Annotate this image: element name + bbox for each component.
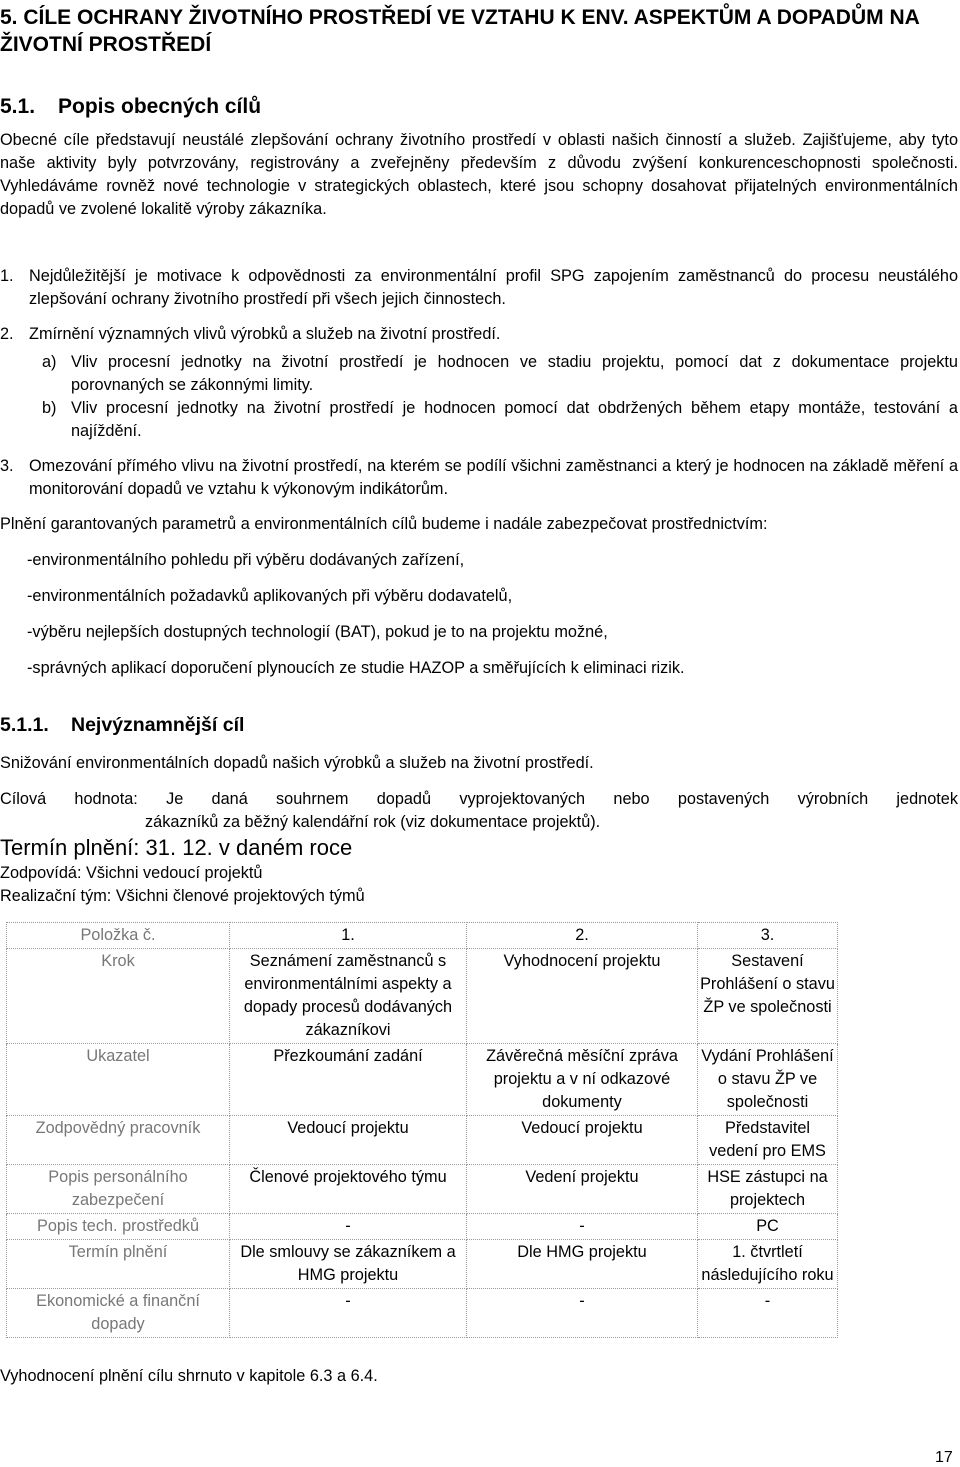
table-cell: 1.	[230, 923, 467, 949]
list-text: Nejdůležitější je motivace k odpovědnosti za environmentální profil SPG zapojením zaměstnanců do procesu neustálého zlepšování ochrany životního prostředí při všech jejich činnostech.	[29, 267, 958, 308]
table-cell: Zodpovědný pracovník	[7, 1116, 230, 1165]
table-cell: -	[230, 1289, 467, 1338]
table-cell: Dle smlouvy se zákazníkem a HMG projektu	[230, 1240, 467, 1289]
bullet-item: -environmentálních požadavků aplikovaných při výběru dodavatelů,	[27, 587, 513, 605]
list-number: 3.	[0, 457, 14, 475]
section-heading	[0, 95, 261, 119]
table-cell: Položka č.	[7, 923, 230, 949]
team: Realizační tým: Všichni členové projektových týmů	[0, 887, 365, 905]
table-cell: Vyhodnocení projektu	[467, 949, 698, 1044]
section-title: Popis obecných cílů	[58, 95, 262, 118]
table-cell: PC	[698, 1214, 838, 1240]
table-cell: Přezkoumání zadání	[230, 1044, 467, 1116]
bullet-item: -správných aplikací doporučení plynoucích ze studie HAZOP a směřujících k eliminaci rizik.	[27, 659, 685, 677]
target-value-line2: zákazníků za běžný kalendářní rok (viz dokumentace projektů).	[145, 813, 601, 831]
table-cell: Závěrečná měsíční zpráva projektu a v ní odkazové dokumenty	[467, 1044, 698, 1116]
table-cell: 1. čtvrtletí následujícího roku	[698, 1240, 838, 1289]
deadline: Termín plnění: 31. 12. v daném roce	[0, 835, 353, 860]
table-cell: Sestavení Prohlášení o stavu ŽP ve společnosti	[698, 949, 838, 1044]
page-number: 17	[935, 1449, 953, 1466]
goal-text: Snižování environmentálních dopadů našich výrobků a služeb na životní prostředí.	[0, 754, 594, 772]
subsection-title: Nejvýznamnější cíl	[71, 714, 245, 736]
table-row	[7, 1214, 838, 1240]
table-cell: Krok	[7, 949, 230, 1044]
table-row	[7, 1240, 838, 1289]
table-cell: -	[467, 1289, 698, 1338]
table-cell: 2.	[467, 923, 698, 949]
sub-item	[42, 351, 958, 397]
table-row	[7, 949, 838, 1044]
table-cell: -	[230, 1214, 467, 1240]
bullet-item: -environmentálního pohledu při výběru dodávaných zařízení,	[27, 551, 465, 569]
goals-list	[0, 265, 958, 501]
table-cell: Ukazatel	[7, 1044, 230, 1116]
table-cell: Vedoucí projektu	[467, 1116, 698, 1165]
list-item	[0, 265, 958, 311]
table-row	[7, 1165, 838, 1214]
sub-label: a)	[42, 353, 57, 371]
target-value-line1: Cílová hodnota: Je daná souhrnem dopadů vyprojektovaných nebo postavených výrobních jednotek	[0, 790, 958, 808]
table-cell: Popis personálního zabezpečení	[7, 1165, 230, 1214]
list-text: Omezování přímého vlivu na životní prostředí, na kterém se podílí všichni zaměstnanci a který je hodnocen na základě měření a monitorování dopadů ve vztahu k výkonovým indikátorům.	[29, 457, 958, 498]
table-cell: -	[698, 1289, 838, 1338]
table-cell: Představitel vedení pro EMS	[698, 1116, 838, 1165]
sub-item	[42, 397, 958, 443]
table-header-row	[7, 923, 838, 949]
intro-paragraph: Obecné cíle představují neustálé zlepšování ochrany životního prostředí v oblasti našich činností a služeb. Zajišťujeme, aby tyto naše aktivity byly potvrzovány, registrovány a zveřejněny především z důvodu zvýšení konkurenceschopnosti společnosti. Vyhledáváme rovněž nové technologie v strategických oblastech, které jsou schopny dosahovat přijatelných environmentálních dopadů ve zvolené lokalitě výroby zákazníka.	[0, 131, 958, 218]
table-row	[7, 1044, 838, 1116]
table-cell: Dle HMG projektu	[467, 1240, 698, 1289]
table-cell: Termín plnění	[7, 1240, 230, 1289]
table-cell: Ekonomické a finanční dopady	[7, 1289, 230, 1338]
table-cell: Seznámení zaměstnanců s environmentálními aspekty a dopady procesů dodávaných zákazníkovi	[230, 949, 467, 1044]
sub-text: Vliv procesní jednotky na životní prostředí je hodnocen pomocí dat obdržených během etapy montáže, testování a najíždění.	[71, 399, 958, 440]
subsection-number: 5.1.1.	[0, 714, 49, 736]
sub-text: Vliv procesní jednotky na životní prostředí je hodnocen ve stadiu projektu, pomocí dat z dokumentace projektu porovnaných se zákonnými limity.	[71, 353, 958, 394]
list-text: Zmírnění významných vlivů výrobků a služeb na životní prostředí.	[29, 325, 501, 343]
section-number: 5.1.	[0, 95, 36, 118]
goal-table	[6, 922, 838, 1338]
table-cell: Vedení projektu	[467, 1165, 698, 1214]
plneni-intro: Plnění garantovaných parametrů a environmentálních cílů budeme i nadále zabezpečovat prostřednictvím:	[0, 515, 768, 533]
responsible: Zodpovídá: Všichni vedoucí projektů	[0, 864, 263, 882]
list-item	[0, 455, 958, 501]
table-row	[7, 1289, 838, 1338]
table-cell: -	[467, 1214, 698, 1240]
table-cell: Popis tech. prostředků	[7, 1214, 230, 1240]
chapter-heading: 5. CÍLE OCHRANY ŽIVOTNÍHO PROSTŘEDÍ VE VZTAHU K ENV. ASPEKTŮM A DOPADŮM NA ŽIVOTNÍ PROSTŘEDÍ	[0, 6, 920, 56]
table-cell: Vydání Prohlášení o stavu ŽP ve společnosti	[698, 1044, 838, 1116]
list-number: 2.	[0, 325, 14, 343]
table-cell: HSE zástupci na projektech	[698, 1165, 838, 1214]
table-row	[7, 1116, 838, 1165]
table-cell: Vedoucí projektu	[230, 1116, 467, 1165]
table-cell: 3.	[698, 923, 838, 949]
evaluation-note: Vyhodnocení plnění cílu shrnuto v kapitole 6.3 a 6.4.	[0, 1367, 378, 1385]
sub-label: b)	[42, 399, 57, 417]
bullet-item: -výběru nejlepších dostupných technologií (BAT), pokud je to na projektu možné,	[27, 623, 608, 641]
subsection-heading	[0, 714, 244, 737]
table-cell: Členové projektového týmu	[230, 1165, 467, 1214]
list-number: 1.	[0, 267, 14, 285]
list-item	[0, 323, 958, 346]
